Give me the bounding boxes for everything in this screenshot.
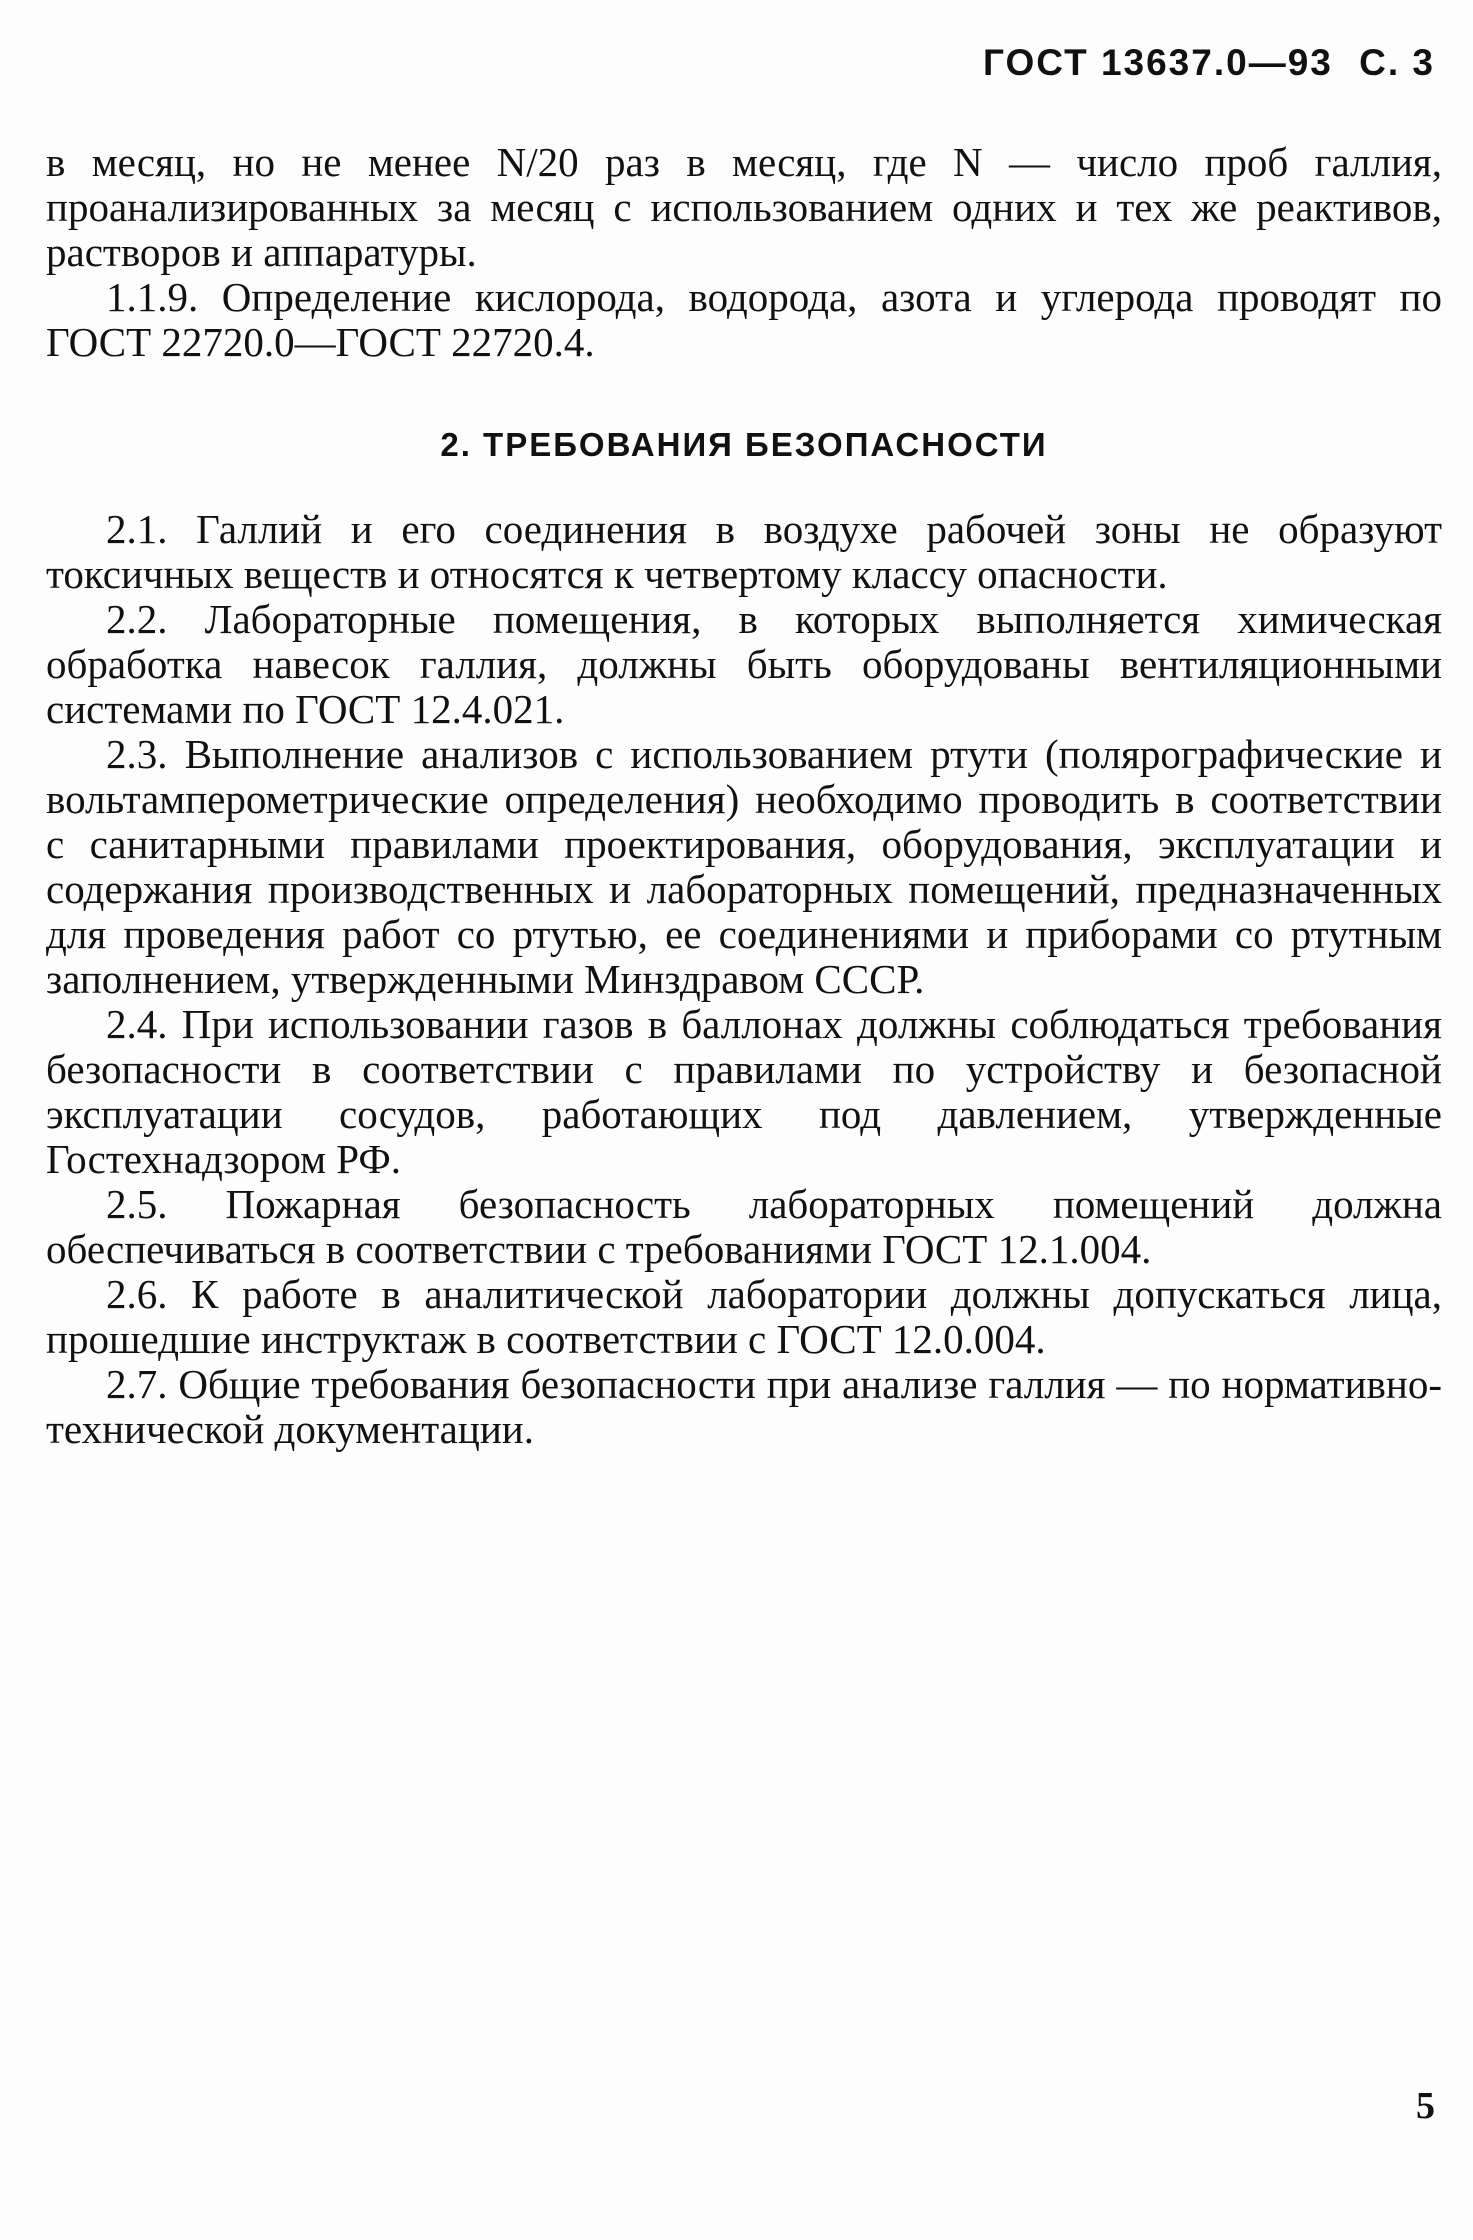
page-number: 5 xyxy=(1416,2085,1435,2127)
clause-2-5: 2.5. Пожарная безопасность лабораторных помещений должна обеспечиваться в соответствии с требованиями ГОСТ 12.1.004. xyxy=(46,1181,1442,1272)
running-header xyxy=(983,42,1435,84)
clause-2-1: 2.1. Галлий и его соединения в воздухе рабочей зоны не образуют токсичных веществ и относятся к четвертому классу опасности. xyxy=(46,506,1442,597)
section-title: 2. ТРЕБОВАНИЯ БЕЗОПАСНОСТИ xyxy=(440,426,1048,463)
clause-2-3: 2.3. Выполнение анализов с использованием ртути (полярографические и вольтамперометрические определения) необходимо проводить в соответствии с санитарными правилами проектирования, оборудования, эксплуатации и содержания производственных и лабораторных помещений, предназначенных для проведения работ со ртутью, ее соединениями и приборами со ртутным заполнением, утвержденными Минздравом СССР. xyxy=(46,731,1442,1002)
clause-2-7: 2.7. Общие требования безопасности при анализе галлия — по нормативно-технической документации. xyxy=(46,1361,1442,1452)
standard-designation: ГОСТ 13637.0—93 xyxy=(983,42,1333,83)
continuation-paragraph: в месяц, но не менее N/20 раз в месяц, где N — число проб галлия, проанализированных за месяц с использованием одних и тех же реактивов, растворов и аппаратуры. xyxy=(46,139,1442,275)
clause-2-4: 2.4. При использовании газов в баллонах должны соблюдаться требования безопасности в соответствии с правилами по устройству и безопасной эксплуатации сосудов, работающих под давлением, утвержденные Гостехнадзором РФ. xyxy=(46,1001,1442,1182)
page-reference: С. 3 xyxy=(1359,42,1435,83)
clause-1-1-9: 1.1.9. Определение кислорода, водорода, азота и углерода проводят по ГОСТ 22720.0—ГОСТ 22720.4. xyxy=(46,274,1442,365)
document-body xyxy=(46,140,1442,1452)
clause-2-2: 2.2. Лабораторные помещения, в которых выполняется химическая обработка навесок галлия, должны быть оборудованы вентиляционными системами по ГОСТ 12.4.021. xyxy=(46,596,1442,732)
clause-2-6: 2.6. К работе в аналитической лаборатории должны допускаться лица, прошедшие инструктаж в соответствии с ГОСТ 12.0.004. xyxy=(46,1271,1442,1362)
